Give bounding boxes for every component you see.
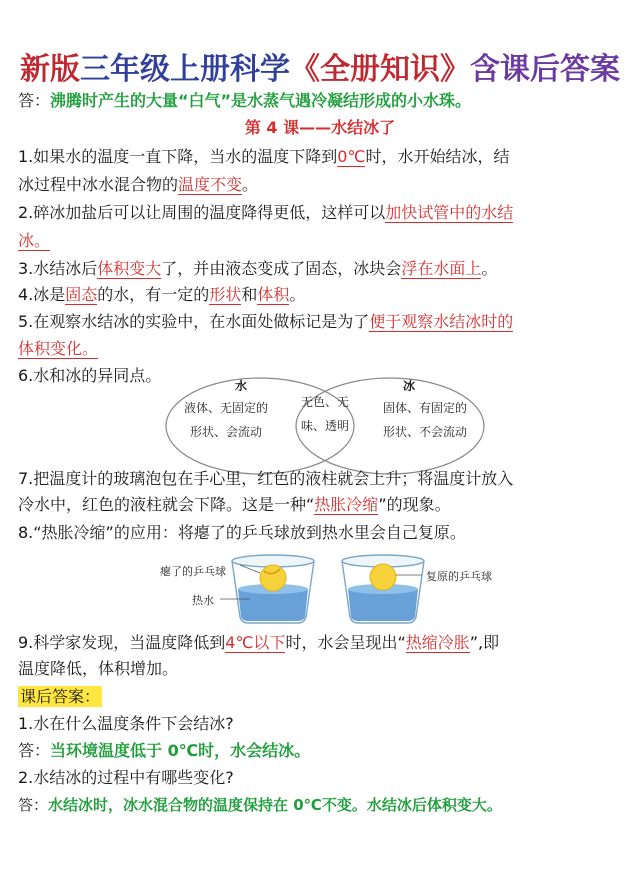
title-part-book: 《全册知识》 <box>290 52 470 87</box>
item-text: 8.“热胀冷缩”的应用：将瘪了的乒乓球放到热水里会自己复原。 <box>18 523 466 542</box>
key-term: 热胀冷缩 <box>314 495 379 514</box>
label-restored-ball: 复原的乒乓球 <box>426 570 492 583</box>
item-text: 。 <box>481 259 498 278</box>
venn-common-line: 味、透明 <box>300 419 349 433</box>
answer-text: 当环境温度低于 0℃时，水会结冰。 <box>50 741 311 760</box>
beakers-illustration <box>160 545 500 627</box>
answer-prefix: 答： <box>18 91 51 110</box>
item-text: 了，并由液态变成了固态，冰块会 <box>161 259 402 278</box>
key-term: 便于观察水结冰时的 <box>369 312 514 331</box>
homework-heading: 课后答案： <box>20 687 101 706</box>
item-text: 4.冰是 <box>18 285 66 304</box>
venn-water-line: 液体、无固定的 <box>183 401 268 415</box>
item-1-line-1 <box>18 146 628 168</box>
venn-water-title: 水 <box>235 379 248 393</box>
item-text: ”的现象。 <box>378 495 451 514</box>
item-text: 时，水开始结冰，结 <box>365 147 510 166</box>
item-7-line-2 <box>18 494 628 516</box>
question-text: 2.水结冰的过程中有哪些变化? <box>18 768 234 787</box>
item-1-line-2 <box>18 174 628 196</box>
key-term: 温度不变 <box>178 175 243 194</box>
item-text: 2.碎冰加盐后可以让周围的温度降得更低，这样可以 <box>18 203 386 222</box>
title-part-new: 新版 <box>20 52 80 87</box>
answer-text: 水结冰时，冰水混合物的温度保持在 0℃不变。水结冰后体积变大。 <box>48 796 502 814</box>
homework-a2 <box>18 794 628 816</box>
item-7-line-1 <box>18 468 628 490</box>
item-text: 和 <box>241 285 258 304</box>
item-text: 。 <box>242 175 259 194</box>
title-part-grade: 三年级上册科学 <box>80 52 290 87</box>
item-3-line <box>18 258 628 280</box>
item-9-line-2 <box>18 658 628 680</box>
venn-water-text <box>171 396 281 444</box>
venn-water-line: 形状、会流动 <box>189 425 262 439</box>
answer-prefix: 答： <box>18 741 51 760</box>
key-term: 体积 <box>257 285 290 304</box>
lesson-title: 第 4 课——水结冰了 <box>244 118 396 137</box>
item-2-line-1 <box>18 202 628 224</box>
answer-prefix: 答： <box>18 796 49 814</box>
venn-ice-text <box>369 396 481 444</box>
key-term: 体积变大 <box>97 259 162 278</box>
title-part-answers: 含课后答案 <box>470 52 620 87</box>
item-text: 5.在观察水结冰的实验中，在水面处做标记是为了 <box>18 312 370 331</box>
item-text: 1.如果水的温度一直下降，当水的温度下降到 <box>18 147 338 166</box>
item-text: 温度降低，体积增加。 <box>18 659 179 678</box>
item-5-line-1 <box>18 311 628 333</box>
venn-ice-line: 固体、有固定的 <box>382 401 467 415</box>
question-text: 1.水在什么温度条件下会结冰? <box>18 714 234 733</box>
item-text: 时，水会呈现出“ <box>285 633 406 652</box>
item-9-line-1 <box>18 632 628 654</box>
label-hot-water: 热水 <box>192 594 214 607</box>
key-term: 0℃ <box>337 147 366 166</box>
key-term: 固态 <box>65 285 98 304</box>
item-8-line <box>18 522 628 544</box>
venn-ice-title: 冰 <box>403 379 416 393</box>
item-text: 冷水中，红色的液柱就会下降。这是一种“ <box>18 495 315 514</box>
answer-text: 沸腾时产生的大量“白气”是水蒸气遇冷凝结形成的小水珠。 <box>50 91 472 110</box>
page-title <box>0 44 640 88</box>
item-5-line-2 <box>18 338 628 360</box>
key-term: 热缩冷胀 <box>405 633 470 652</box>
item-text: 3.水结冰后 <box>18 259 98 278</box>
item-text: 。 <box>289 285 306 304</box>
item-text: ”,即 <box>469 633 500 652</box>
label-dented-ball: 瘪了的乒乓球 <box>160 565 226 578</box>
homework-q1 <box>18 713 628 735</box>
item-text: 7.把温度计的玻璃泡包在手心里，红色的液柱就会上升；将温度计放入 <box>18 469 514 488</box>
item-text: 冰过程中冰水混合物的 <box>18 175 179 194</box>
item-4-line <box>18 284 628 306</box>
key-term: 形状 <box>209 285 242 304</box>
homework-a1 <box>18 740 628 762</box>
key-term: 加快试管中的水结 <box>385 203 514 222</box>
top-answer-line <box>18 90 628 112</box>
ping-pong-figure <box>160 545 500 627</box>
key-term: 体积变化。 <box>18 339 99 358</box>
homework-heading-line <box>18 686 628 708</box>
venn-diagram <box>165 368 485 478</box>
venn-common-line: 无色、无 <box>300 395 349 409</box>
key-term: 冰。 <box>18 231 51 250</box>
item-text: 的水，有一定的 <box>97 285 210 304</box>
item-text: 6.水和冰的异同点。 <box>18 366 162 385</box>
homework-q2 <box>18 767 628 789</box>
key-term: 浮在水面上 <box>401 259 482 278</box>
venn-common-text <box>293 390 357 438</box>
venn-ice-line: 形状、不会流动 <box>382 425 467 439</box>
key-term: 4℃以下 <box>225 633 286 652</box>
item-text: 9.科学家发现，当温度降低到 <box>18 633 226 652</box>
item-2-line-2 <box>18 230 628 252</box>
